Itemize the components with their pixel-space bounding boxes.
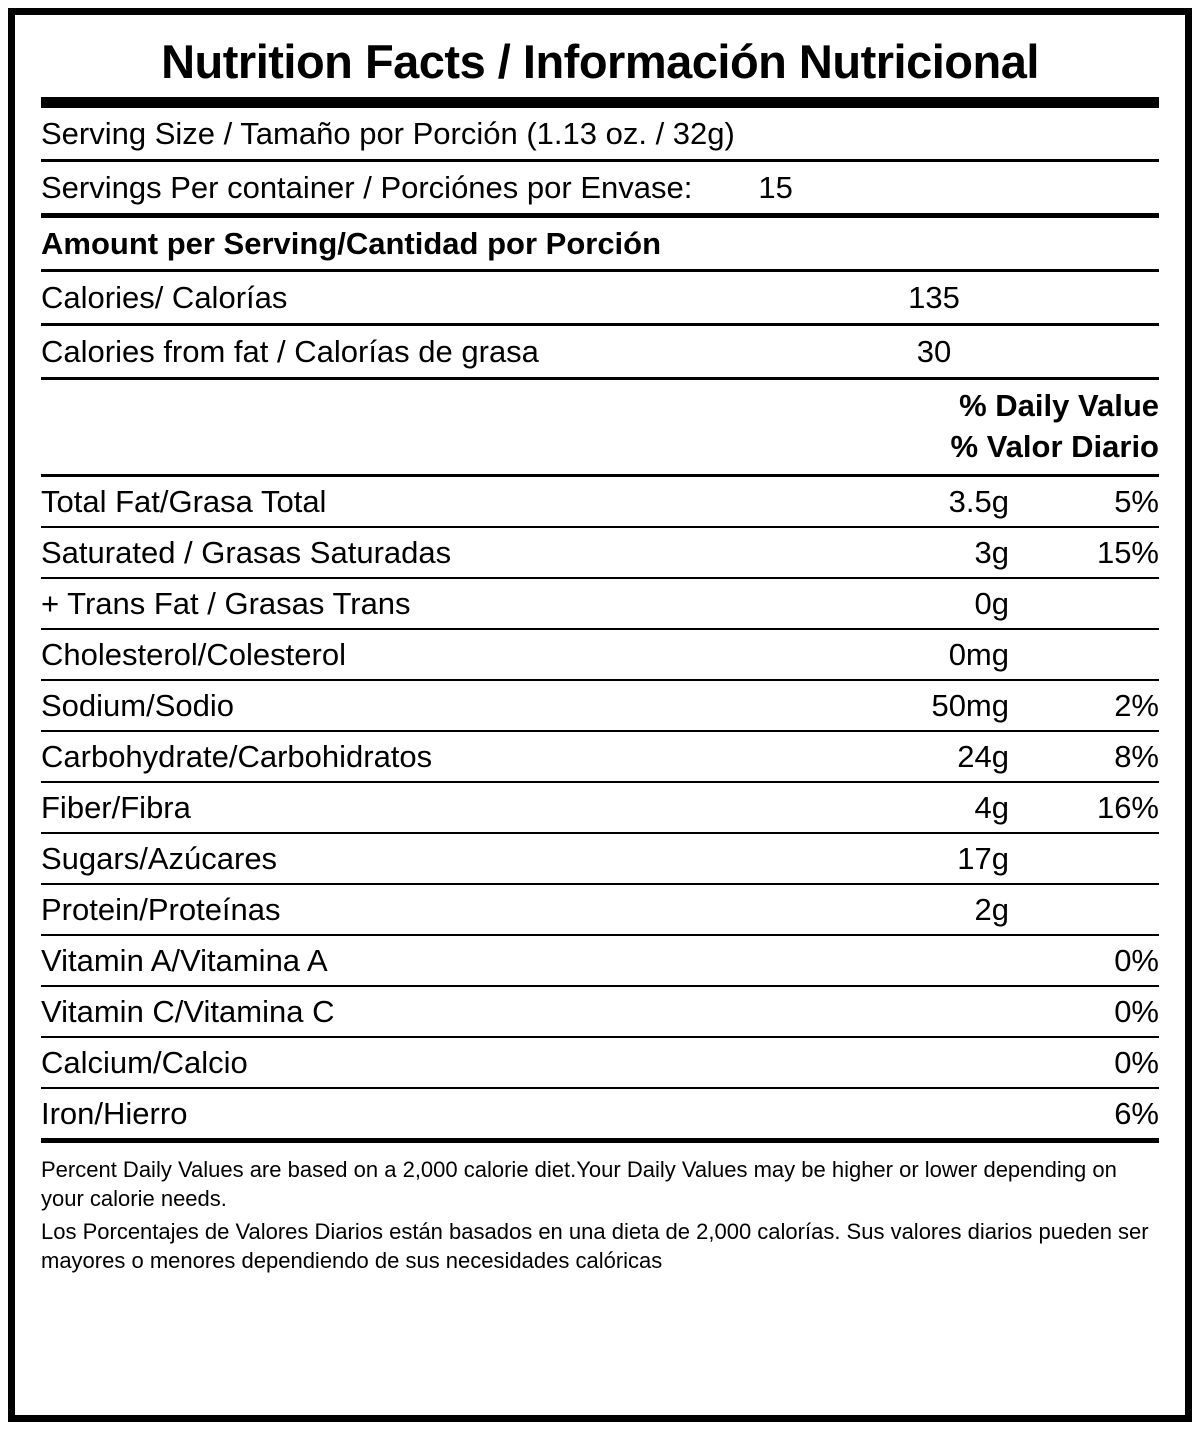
calories-from-fat-row [41,326,1159,377]
nutrient-dv: 0% [1114,943,1159,979]
nutrient-row [41,936,1159,985]
nutrient-row [41,1038,1159,1087]
nutrient-dv: 0% [1114,1045,1159,1081]
nutrient-amount: 0g [974,586,1009,622]
nutrient-row [41,987,1159,1036]
nutrient-dv: 8% [1114,739,1159,775]
serving-size-row [41,108,1159,159]
nutrient-name: Carbohydrate/Carbohidratos [41,739,433,775]
nutrient-name: Vitamin C/Vitamina C [41,994,335,1030]
nutrient-name: Total Fat/Grasa Total [41,484,327,520]
calories-row [41,272,1159,323]
nutrient-row [41,834,1159,883]
nutrient-amount: 24g [957,739,1009,775]
divider-thick-top [41,97,1159,108]
nutrient-name: + Trans Fat / Grasas Trans [41,586,411,622]
footnote-spanish: Los Porcentajes de Valores Diarios están basados en una dieta de 2,000 calorías. Sus valores diarios pueden ser mayores o menores dependiendo de sus necesidades calóricas [41,1219,1149,1274]
servings-per-container-value: 15 [758,170,793,206]
nutrient-name: Iron/Hierro [41,1096,188,1132]
page-title: Nutrition Facts / Información Nutricional [161,35,1039,88]
calories-from-fat-value: 30 [916,334,952,370]
nutrient-name: Saturated / Grasas Saturadas [41,535,452,571]
nutrient-row [41,732,1159,781]
footnote-block [41,1143,1159,1275]
nutrient-row [41,783,1159,832]
nutrient-dv: 2% [1114,688,1159,724]
nutrient-dv: 5% [1114,484,1159,520]
nutrient-row [41,579,1159,628]
amount-per-serving-label: Amount per Serving/Cantidad por Porción [41,226,662,262]
nutrient-name: Protein/Proteínas [41,892,281,928]
nutrition-facts-panel [8,8,1192,1422]
nutrient-row [41,528,1159,577]
calories-value: 135 [908,280,960,316]
amount-per-serving-row [41,218,1159,269]
nutrient-amount: 17g [957,841,1009,877]
servings-per-container-label: Servings Per container / Porciónes por Envase: [41,170,693,206]
nutrient-dv: 6% [1114,1096,1159,1132]
nutrient-row [41,885,1159,934]
nutrient-name: Sugars/Azúcares [41,841,278,877]
calories-from-fat-label: Calories from fat / Calorías de grasa [41,334,539,370]
footnote-english: Percent Daily Values are based on a 2,000 calorie diet.Your Daily Values may be higher or lower depending on your calorie needs. [41,1157,1117,1212]
nutrient-name: Sodium/Sodio [41,688,235,724]
nutrient-row [41,681,1159,730]
nutrient-amount: 0mg [948,637,1009,673]
calories-label: Calories/ Calorías [41,280,288,316]
daily-value-header-en: % Daily Value [959,388,1159,424]
nutrient-name: Cholesterol/Colesterol [41,637,346,673]
nutrient-row [41,1089,1159,1138]
nutrient-dv: 0% [1114,994,1159,1030]
serving-size-label: Serving Size / Tamaño por Porción (1.13 oz. / 32g) [41,116,735,152]
nutrient-amount: 3.5g [948,484,1009,520]
nutrient-name: Vitamin A/Vitamina A [41,943,328,979]
nutrient-amount: 3g [974,535,1009,571]
nutrient-amount: 4g [974,790,1009,826]
nutrition-facts-inner [15,15,1185,1289]
nutrient-row [41,630,1159,679]
nutrient-dv: 15% [1096,535,1159,571]
nutrient-dv: 16% [1096,790,1159,826]
nutrient-amount: 2g [974,892,1009,928]
daily-value-header-es: % Valor Diario [950,429,1159,465]
nutrient-amount: 50mg [931,688,1009,724]
nutrient-name: Calcium/Calcio [41,1045,248,1081]
nutrient-name: Fiber/Fibra [41,790,191,826]
servings-per-container-row [41,162,1159,213]
nutrient-row [41,477,1159,526]
